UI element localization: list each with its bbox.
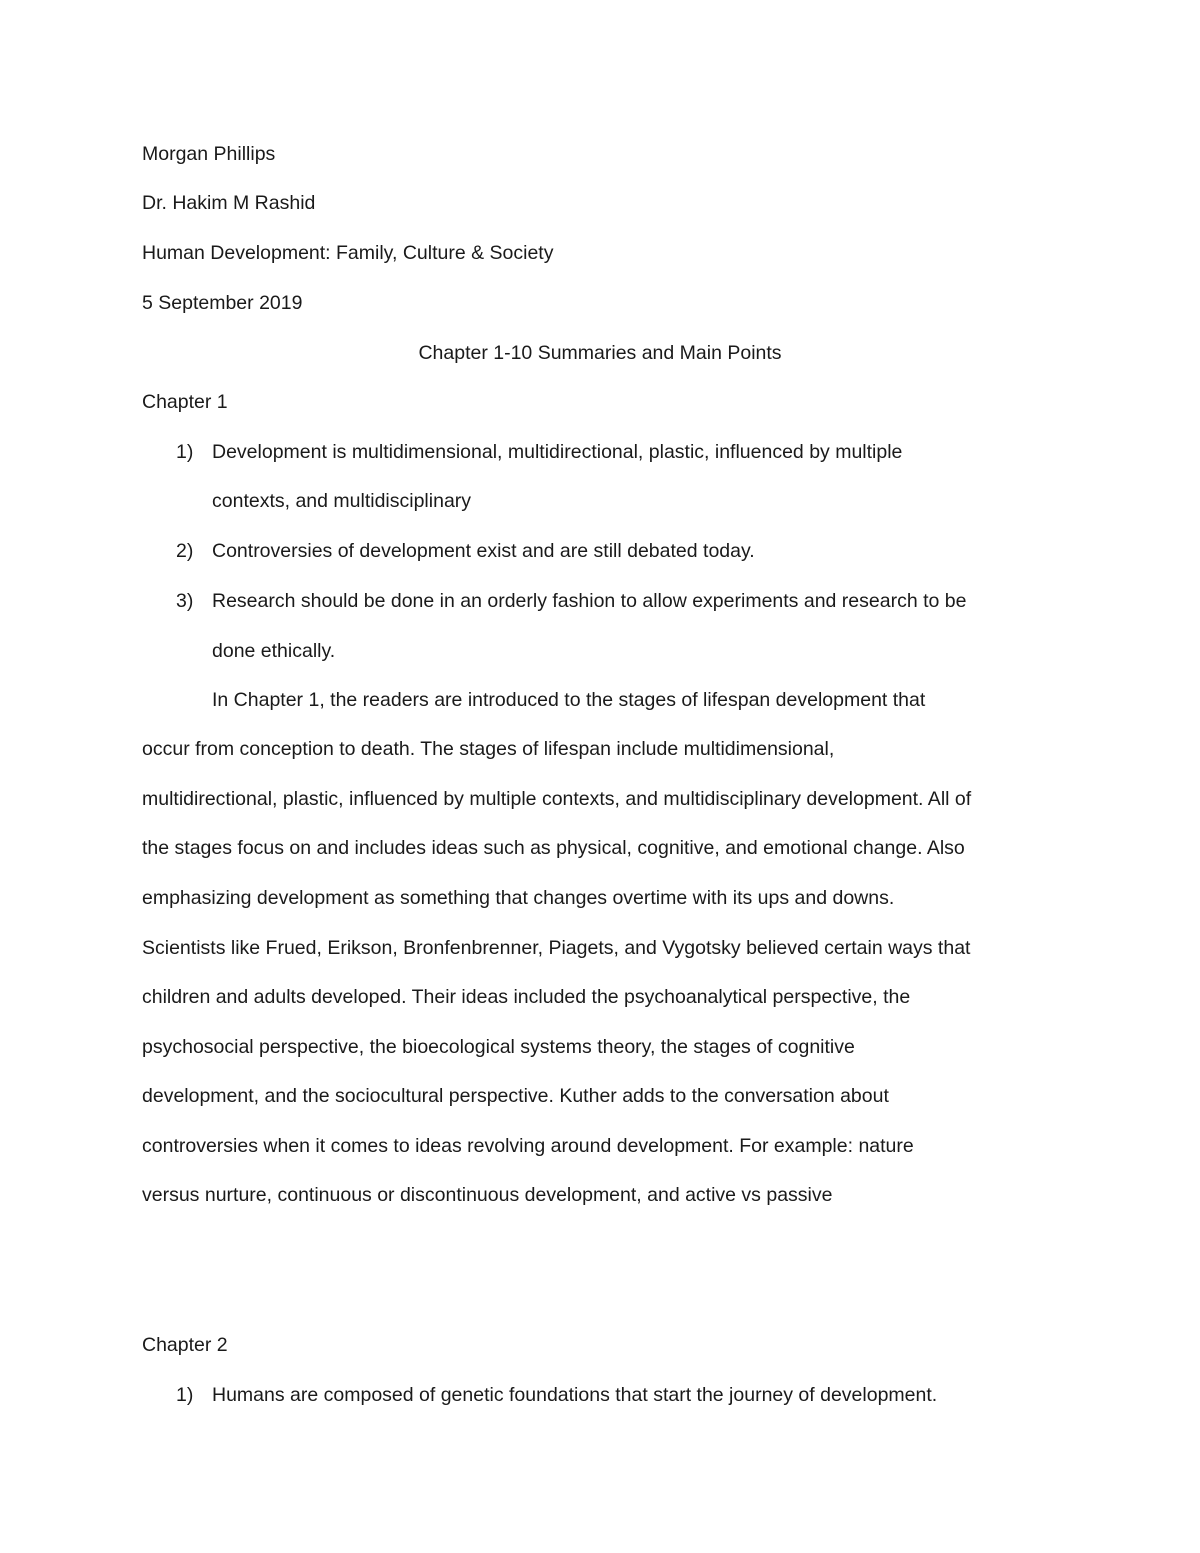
summary-line: development, and the sociocultural perspective. Kuther adds to the conversation about [142,1085,889,1107]
summary-line: psychosocial perspective, the bioecological systems theory, the stages of cognitive [142,1036,855,1058]
list-item-number: 1) [176,1384,194,1406]
list-item-number: 1) [176,441,194,463]
list-item-text: done ethically. [212,640,336,662]
list-item-text: Controversies of development exist and are still debated today. [212,540,755,562]
list-item-text: Humans are composed of genetic foundations that start the journey of development. [212,1384,938,1406]
chapter-2-heading: Chapter 2 [142,1334,228,1356]
summary-line: controversies when it comes to ideas revolving around development. For example: nature [142,1135,914,1157]
document-date: 5 September 2019 [142,292,303,314]
summary-line: multidirectional, plastic, influenced by multiple contexts, and multidisciplinary development. All of [142,788,972,810]
list-item-number: 2) [176,540,194,562]
course-name: Human Development: Family, Culture & Society [142,242,554,264]
list-item-text: Research should be done in an orderly fashion to allow experiments and research to be [212,590,967,612]
summary-line: children and adults developed. Their ideas included the psychoanalytical perspective, the [142,986,911,1008]
summary-line: In Chapter 1, the readers are introduced to the stages of lifespan development that [212,689,926,711]
list-item-text: contexts, and multidisciplinary [212,490,472,512]
list-item-text: Development is multidimensional, multidirectional, plastic, influenced by multiple [212,441,903,463]
student-name: Morgan Phillips [142,143,276,165]
document-title: Chapter 1-10 Summaries and Main Points [418,342,782,364]
summary-line: occur from conception to death. The stages of lifespan include multidimensional, [142,738,835,760]
summary-line: emphasizing development as something that changes overtime with its ups and downs. [142,887,895,909]
list-item-number: 3) [176,590,194,612]
summary-line: versus nurture, continuous or discontinuous development, and active vs passive [142,1184,833,1206]
summary-line: Scientists like Frued, Erikson, Bronfenbrenner, Piagets, and Vygotsky believed certain ways that [142,937,971,959]
chapter-1-heading: Chapter 1 [142,391,228,413]
instructor-name: Dr. Hakim M Rashid [142,192,316,214]
summary-line: the stages focus on and includes ideas such as physical, cognitive, and emotional change. Also [142,837,965,859]
